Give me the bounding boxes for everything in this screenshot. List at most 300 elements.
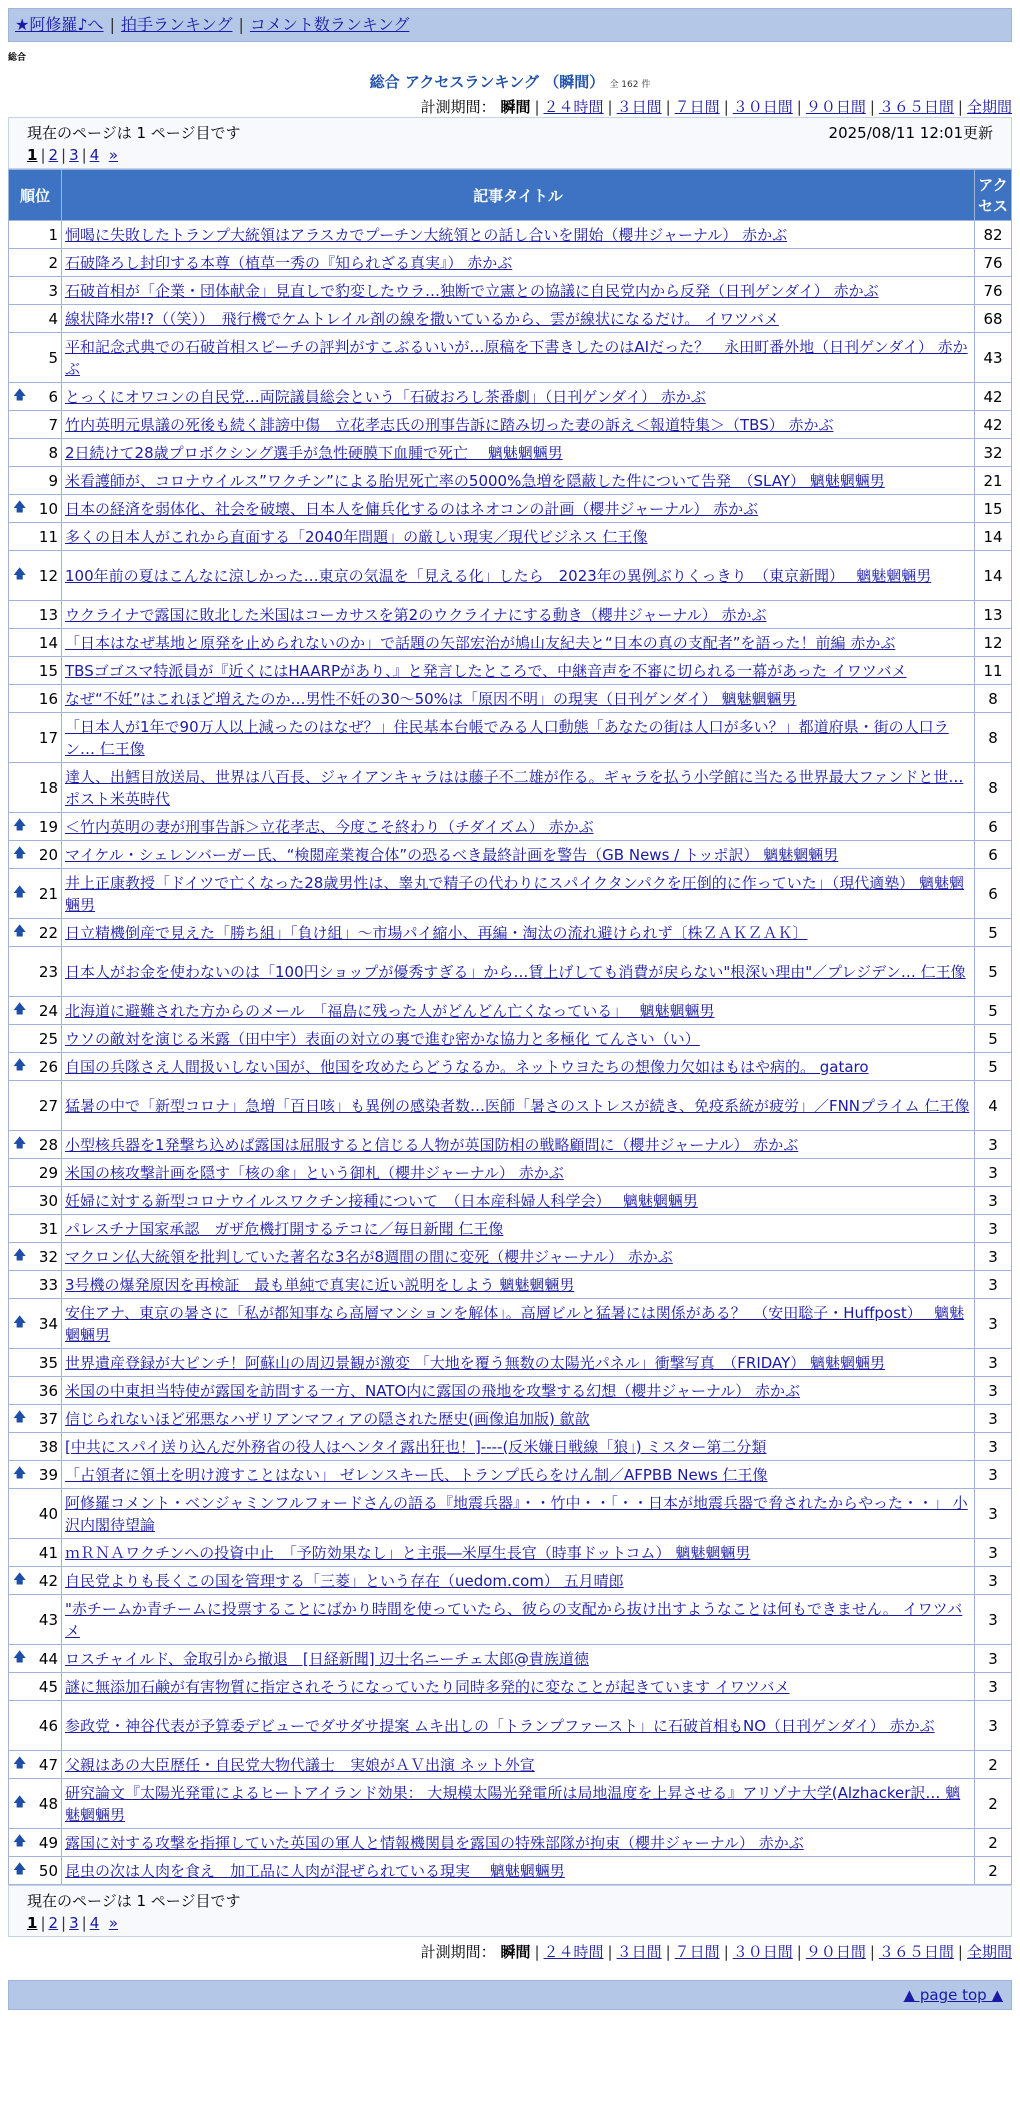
period-link[interactable]: ２４時間 [543,1943,604,1961]
article-link[interactable]: 猛暑の中で「新型コロナ」急増「百日咳」も異例の感染者数…医師「暑さのストレスが続き、免疫系統が疲労」／FNNプライム 仁王像 [65,1096,970,1115]
rank-number: 13 [38,605,58,624]
table-row [9,439,1012,467]
rank-up-arrow-icon: 🡅 [13,1571,27,1587]
rank-number: 32 [38,1247,58,1266]
table-row [9,411,1012,439]
title-cell [62,841,975,869]
access-count: 43 [975,333,1012,383]
rank-cell [9,685,62,713]
rank-number: 35 [38,1353,58,1372]
rank-cell [9,1299,62,1349]
rank-up-arrow-icon: 🡅 [13,1833,27,1849]
period-label: 計測期間： [420,1943,496,1961]
article-link[interactable]: 父親はあの大臣歴任・自民党大物代議士 実娘がＡＶ出演 ネット外宣 [65,1755,535,1774]
pagination: 1 | 2 | 3 | 4 » [27,146,118,164]
table-row [9,1405,1012,1433]
access-count: 21 [975,467,1012,495]
article-link[interactable]: 井上正康教授「ドイツで亡くなった28歳男性は、睾丸で精子の代わりにスパイクタンパクを圧倒的に作っていた」（現代適塾） 魑魅魍魎男 [65,873,964,914]
article-link[interactable]: マイケル・シェレンバーガー氏、“検閲産業複合体”の恐るべき最終計画を警告（GB News / トッポ訳） 魑魅魍魎男 [65,845,839,864]
rank-cell [9,869,62,919]
title-cell [62,551,975,601]
page-link[interactable]: 2 [48,146,59,164]
table-row [9,383,1012,411]
title-cell [62,1673,975,1701]
ranking-table [8,169,1012,1885]
access-count: 3 [975,1159,1012,1187]
table-row [9,1433,1012,1461]
column-header-rank: 順位 [9,170,62,221]
next-page-link[interactable]: » [108,1914,118,1932]
period-link[interactable]: ７日間 [674,98,720,116]
access-count: 8 [975,763,1012,813]
title-cell [62,1461,975,1489]
table-row [9,1025,1012,1053]
title-cell [62,467,975,495]
rank-up-arrow-icon: 🡅 [13,1465,27,1481]
updated-timestamp: 2025/08/11 12:01更新 [828,124,993,142]
article-link[interactable]: 世界遺産登録が大ピンチ！阿蘇山の周辺景観が激変 「大地を覆う無数の太陽光パネル」衝撃写真 （FRIDAY） 魑魅魍魎男 [65,1353,886,1372]
article-link[interactable]: ウクライナで露国に敗北した米国はコーカサスを第2のウクライナにする動き（櫻井ジャーナル） 赤かぶ [65,605,767,624]
page-title: 総合 アクセスランキング （瞬間） [369,73,605,91]
rank-number: 2 [48,253,58,272]
access-count: 15 [975,495,1012,523]
access-count: 13 [975,601,1012,629]
access-count: 6 [975,841,1012,869]
title-cell [62,221,975,249]
period-label: 計測期間： [420,98,496,116]
table-row [9,1779,1012,1829]
article-link[interactable]: ロスチャイルド、金取引から撤退 [日経新聞] 辺士名ニーチェ太郎@貴族道徳 [65,1649,589,1668]
rank-cell [9,1433,62,1461]
access-count: 2 [975,1751,1012,1779]
rank-number: 7 [48,415,58,434]
page-top-link[interactable]: ▲ page top ▲ [903,1986,1003,2004]
rank-cell [9,1567,62,1595]
table-row [9,1131,1012,1159]
rank-cell [9,1751,62,1779]
article-link[interactable]: 信じられないほど邪悪なハザリアンマフィアの隠された歴史(画像追加版) 歙歆 [65,1409,590,1428]
rank-cell [9,495,62,523]
table-row [9,869,1012,919]
rank-number: 9 [48,471,58,490]
period-link[interactable]: ３日間 [616,98,662,116]
article-link[interactable]: 平和記念式典での石破首相スピーチの評判がすこぶるいいが…原稿を下書きしたのはAIだった？ 永田町番外地（日刊ゲンダイ） 赤かぶ [65,337,968,378]
rank-number: 30 [38,1191,58,1210]
access-count: 3 [975,1377,1012,1405]
rank-cell [9,1645,62,1673]
access-count: 3 [975,1187,1012,1215]
table-row [9,629,1012,657]
article-link[interactable]: 3号機の爆発原因を再検証 最も単純で真実に近い説明をしよう 魑魅魍魎男 [65,1275,575,1294]
rank-number: 21 [38,884,58,903]
page-link[interactable]: 4 [89,1914,100,1932]
rank-number: 22 [38,923,58,942]
table-row [9,763,1012,813]
table-row [9,523,1012,551]
pagination: 1 | 2 | 3 | 4 » [27,1914,118,1932]
rank-cell [9,1701,62,1751]
table-row [9,1461,1012,1489]
rank-number: 6 [48,387,58,406]
title-cell [62,1595,975,1645]
rank-cell [9,439,62,467]
rank-up-arrow-icon: 🡅 [13,1247,27,1263]
rank-number: 44 [38,1649,58,1668]
access-count: 76 [975,249,1012,277]
access-count: 5 [975,947,1012,997]
title-cell [62,997,975,1025]
rank-cell [9,467,62,495]
rank-up-arrow-icon: 🡅 [13,923,27,939]
period-link[interactable]: 全期間 [966,98,1012,116]
access-count: 68 [975,305,1012,333]
footer-bar [8,1980,1012,2010]
title-cell [62,1433,975,1461]
rank-number: 3 [48,281,58,300]
period-link[interactable]: 全期間 [966,1943,1012,1961]
article-link[interactable]: 妊婦に対する新型コロナウイルスワクチン接種について （日本産科婦人科学会） 魑魅魍魎男 [65,1191,698,1210]
page-link[interactable]: 4 [89,146,100,164]
rank-cell [9,1215,62,1243]
rank-number: 46 [38,1716,58,1735]
title-cell [62,1053,975,1081]
article-link[interactable]: 「占領者に領土を明け渡すことはない」 ゼレンスキー氏、トランプ氏らをけん制／AFPBB News 仁王像 [65,1465,768,1484]
rank-number: 17 [38,728,58,747]
article-link[interactable]: 小型核兵器を1発撃ち込めば露国は屈服すると信じる人物が英国防相の戦略顧問に（櫻井ジャーナル） 赤かぶ [65,1135,799,1154]
access-count: 6 [975,869,1012,919]
access-count: 3 [975,1567,1012,1595]
table-row [9,1215,1012,1243]
rank-cell [9,333,62,383]
top-nav-bar [8,8,1012,42]
rank-number: 5 [48,348,58,367]
article-link[interactable]: 恫喝に失敗したトランプ大統領はアラスカでプーチン大統領との話し合いを開始（櫻井ジャーナル） 赤かぶ [65,225,788,244]
rank-cell [9,1025,62,1053]
access-count: 5 [975,1053,1012,1081]
rank-number: 1 [48,225,58,244]
rank-number: 43 [38,1610,58,1629]
title-cell [62,657,975,685]
page-link[interactable]: 2 [48,1914,59,1932]
table-row [9,1053,1012,1081]
rank-cell [9,1539,62,1567]
rank-cell [9,383,62,411]
title-cell [62,813,975,841]
access-count: 3 [975,1299,1012,1349]
title-cell [62,1025,975,1053]
table-row [9,495,1012,523]
article-link[interactable]: "赤チームか青チームに投票することにばかり時間を使っていたら、彼らの支配から抜け出すようなことは何もできません。 イワツバメ [65,1599,963,1640]
title-cell [62,383,975,411]
rank-cell [9,277,62,305]
table-row [9,1701,1012,1751]
title-cell [62,919,975,947]
article-link[interactable]: 日立精機倒産で見えた「勝ち組」「負け組」～市場パイ縮小、再編・淘汰の流れ避けられず〔株ＺＡＫＺＡＫ〕 [65,923,808,942]
article-link[interactable]: 安住アナ、東京の暑さに「私が都知事なら高層マンションを解体」。高層ビルと猛暑には関係がある？ （安田聡子・Huffpost） 魑魅魍魎男 [65,1303,965,1344]
title-cell [62,685,975,713]
article-link[interactable]: マクロン仏大統領を批判していた著名な3名が8週間の間に変死（櫻井ジャーナル） 赤かぶ [65,1247,673,1266]
rank-number: 48 [38,1794,58,1813]
access-count: 3 [975,1405,1012,1433]
table-row [9,685,1012,713]
rank-number: 19 [38,817,58,836]
period-selector-bottom: 計測期間： 瞬間 | ２４時間 | ３日間 | ７日間 | ３０日間 | ９０日間 | ３６５日間 | 全期間 [420,1943,1012,1961]
article-link[interactable]: なぜ“不妊”はこれほど増えたのか…男性不妊の30～50%は「原因不明」の現実（日刊ゲンダイ） 魑魅魍魎男 [65,689,797,708]
table-row [9,1489,1012,1539]
period-link[interactable]: ３０日間 [732,98,793,116]
rank-number: 28 [38,1135,58,1154]
article-link[interactable]: 石破首相が「企業・団体献金」見直しで豹変したウラ…独断で立憲との協議に自民党内から反発（日刊ゲンダイ） 赤かぶ [65,281,879,300]
page-status: 現在のページは 1 ページ目です [27,1892,241,1910]
rank-up-arrow-icon: 🡅 [13,1057,27,1073]
table-row [9,1159,1012,1187]
page-link-current[interactable]: 1 [27,146,38,164]
table-row [9,919,1012,947]
article-link[interactable]: 露国に対する攻撃を指揮していた英国の軍人と情報機関員を露国の特殊部隊が拘束（櫻井ジャーナル） 赤かぶ [65,1833,804,1852]
access-count: 3 [975,1433,1012,1461]
article-link[interactable]: 竹内英明元県議の死後も続く誹謗中傷 立花孝志氏の刑事告訴に踏み切った妻の訴え＜報道特集＞（TBS） 赤かぶ [65,415,834,434]
title-cell [62,411,975,439]
article-link[interactable]: 昆虫の次は人肉を食え 加工品に人肉が混ぜられている現実 魑魅魍魎男 [65,1861,565,1880]
rank-up-arrow-icon: 🡅 [13,1755,27,1771]
article-link[interactable]: 多くの日本人がこれから直面する「2040年問題」の厳しい現実／現代ビジネス 仁王像 [65,527,648,546]
title-cell [62,1159,975,1187]
access-count: 3 [975,1489,1012,1539]
access-count: 3 [975,1215,1012,1243]
access-count: 8 [975,685,1012,713]
category-label: 総合 [8,53,27,63]
applause-ranking-link[interactable]: 拍手ランキング [120,15,233,34]
article-link[interactable]: 自国の兵隊さえ人間扱いしない国が、他国を攻めたらどうなるか。ネットウヨたちの想像力欠如はもはや病的。 gataro [65,1057,869,1076]
table-row [9,1377,1012,1405]
title-cell [62,601,975,629]
article-link[interactable]: パレスチナ国家承認 ガザ危機打開するテコに／毎日新聞 仁王像 [65,1219,504,1238]
rank-up-arrow-icon: 🡅 [13,566,27,582]
access-count: 2 [975,1857,1012,1885]
separator: | [238,15,244,34]
table-row [9,813,1012,841]
access-count: 5 [975,997,1012,1025]
rank-number: 31 [38,1219,58,1238]
article-link[interactable]: とっくにオワコンの自民党…両院議員総会という「石破おろし茶番劇」（日刊ゲンダイ） 赤かぶ [65,387,706,406]
article-link[interactable]: 謎に無添加石鹸が有害物質に指定されそうになっていたり同時多発的に変なことが起きています イワツバメ [65,1677,790,1696]
rank-cell [9,947,62,997]
table-row [9,1539,1012,1567]
page-heading [8,71,1012,92]
rank-cell [9,601,62,629]
article-link[interactable]: 阿修羅コメント・ベンジャミンフルフォードさんの語る『地震兵器』・・竹中・・「・・日本が地震兵器で脅されたからやった・・」 小沢内閣待望論 [65,1493,968,1534]
period-link[interactable]: ２４時間 [543,98,604,116]
article-link[interactable]: 米看護師が、コロナウイルス”ワクチン”による胎児死亡率の5000%急増を隠蔽した件について告発 （SLAY） 魑魅魍魎男 [65,471,885,490]
table-row [9,1751,1012,1779]
article-link[interactable]: ウソの敵対を演じる米露（田中宇）表面の対立の裏で進む密かな協力と多極化 てんさい（い） [65,1029,700,1048]
access-count: 12 [975,629,1012,657]
title-cell [62,249,975,277]
article-link[interactable]: 北海道に避難された方からのメール 「福島に残った人がどんどん亡くなっている」 魑魅魍魎男 [65,1001,715,1020]
comment-ranking-link[interactable]: コメント数ランキング [249,15,410,34]
rank-number: 11 [38,527,58,546]
rank-cell [9,249,62,277]
article-link[interactable]: ｍＲＮＡワクチンへの投資中止 「予防効果なし」と主張―米厚生長官（時事ドットコム） 魑魅魍魎男 [65,1543,751,1562]
rank-number: 15 [38,661,58,680]
title-cell [62,1187,975,1215]
access-count: 2 [975,1829,1012,1857]
title-cell [62,1299,975,1349]
table-row [9,1349,1012,1377]
rank-number: 33 [38,1275,58,1294]
title-cell [62,763,975,813]
table-row [9,1645,1012,1673]
table-row [9,1271,1012,1299]
article-link[interactable]: ＜竹内英明の妻が刑事告訴＞立花孝志、今度こそ終わり（チダイズム） 赤かぶ [65,817,594,836]
period-link[interactable]: ３６５日間 [878,1943,954,1961]
rank-number: 38 [38,1437,58,1456]
access-count: 3 [975,1131,1012,1159]
rank-cell [9,551,62,601]
access-count: 5 [975,919,1012,947]
table-row [9,333,1012,383]
rank-cell [9,1187,62,1215]
article-link[interactable]: 石破降ろし封印する本尊（植草一秀の『知られざる真実』） 赤かぶ [65,253,513,272]
rank-cell [9,1131,62,1159]
access-count: 82 [975,221,1012,249]
title-cell [62,333,975,383]
period-link[interactable]: ３６５日間 [878,98,954,116]
table-row [9,657,1012,685]
article-link[interactable]: 研究論文『太陽光発電によるヒートアイランド効果： 大規模太陽光発電所は局地温度を上昇させる』アリゾナ大学(Alzhacker訳… 魑魅魍魎男 [65,1783,961,1824]
separator: | [109,15,115,34]
rank-cell [9,221,62,249]
access-count: 8 [975,713,1012,763]
table-row [9,841,1012,869]
rank-cell [9,1595,62,1645]
period-link[interactable]: ３日間 [616,1943,662,1961]
rank-cell [9,919,62,947]
access-count: 3 [975,1673,1012,1701]
rank-cell [9,1857,62,1885]
access-count: 3 [975,1595,1012,1645]
article-link[interactable]: 達人、出鱈目放送局、世界は八百長、ジャイアンキャラはは藤子不二雄が作る。ギャラを払う小学館に当たる世界最大ファンドと世… ポスト米英時代 [65,767,964,808]
next-page-link[interactable]: » [108,146,118,164]
rank-number: 36 [38,1381,58,1400]
article-link[interactable]: [中共にスパイ送り込んだ外務省の役人はヘンタイ露出狂也！]----(反米嫌日戦線「狼」) ミスター第二分類 [65,1437,767,1456]
access-count: 3 [975,1461,1012,1489]
article-link[interactable]: 線状降水帯!?（（笑）） 飛行機でケムトレイル剤の線を撒いているから、雲が線状になるだけ。 イワツバメ [65,309,779,328]
title-cell [62,305,975,333]
title-cell [62,1377,975,1405]
rank-number: 4 [48,309,58,328]
column-header-access: アクセス [975,170,1012,221]
title-cell [62,1243,975,1271]
rank-number: 42 [38,1571,58,1590]
rank-up-arrow-icon: 🡅 [13,817,27,833]
rank-number: 40 [38,1504,58,1523]
access-count: 42 [975,383,1012,411]
access-count: 3 [975,1701,1012,1751]
title-cell [62,1829,975,1857]
access-count: 4 [975,1081,1012,1131]
article-link[interactable]: 米国の中東担当特使が露国を訪問する一方、NATO内に露国の飛地を攻撃する幻想（櫻井ジャーナル） 赤かぶ [65,1381,801,1400]
table-row [9,305,1012,333]
article-link[interactable]: 「日本はなぜ基地と原発を止められないのか」で話題の矢部宏治が鳩山友紀夫と“日本の真の支配者”を語った！前編 赤かぶ [65,633,896,652]
article-link[interactable]: 2日続けて28歳プロボクシング選手が急性硬膜下血腫で死亡 魑魅魍魎男 [65,443,563,462]
title-cell [62,1779,975,1829]
table-row [9,221,1012,249]
rank-number: 50 [38,1861,58,1880]
title-cell [62,523,975,551]
table-row [9,1857,1012,1885]
rank-cell [9,1489,62,1539]
title-cell [62,629,975,657]
table-row [9,947,1012,997]
rank-number: 18 [38,778,58,797]
article-link[interactable]: 100年前の夏はこんなに涼しかった…東京の気温を「見える化」したら 2023年の異例ぶりくっきり （東京新聞） 魑魅魍魎男 [65,566,932,585]
item-count: 全 162 件 [609,80,651,90]
access-count: 3 [975,1271,1012,1299]
title-cell [62,1567,975,1595]
access-count: 6 [975,813,1012,841]
page-link-current[interactable]: 1 [27,1914,38,1932]
rank-up-arrow-icon: 🡅 [13,1409,27,1425]
table-row [9,277,1012,305]
article-link[interactable]: 参政党・神谷代表が予算委デビューでダサダサ提案 ムキ出しの「トランプファースト」に石破首相もNO（日刊ゲンダイ） 赤かぶ [65,1716,935,1735]
table-row [9,1187,1012,1215]
page-link[interactable]: 3 [69,146,79,164]
title-cell [62,1751,975,1779]
rank-up-arrow-icon: 🡅 [13,1861,27,1877]
rank-cell [9,841,62,869]
access-count: 3 [975,1539,1012,1567]
rank-cell [9,1673,62,1701]
table-row [9,601,1012,629]
period-link[interactable]: ３０日間 [732,1943,793,1961]
title-cell [62,1645,975,1673]
title-cell [62,1349,975,1377]
period-link[interactable]: ７日間 [674,1943,720,1961]
period-link[interactable]: ９０日間 [805,98,866,116]
home-link[interactable]: ★阿修羅♪へ [15,15,104,34]
article-link[interactable]: 「日本人が1年で90万人以上減ったのはなぜ？」住民基本台帳でみる人口動態「あなたの街は人口が多い？」都道府県・街の人口ラン… 仁王像 [65,717,949,758]
rank-cell [9,997,62,1025]
table-row [9,1673,1012,1701]
access-count: 11 [975,657,1012,685]
rank-cell [9,763,62,813]
title-cell [62,1405,975,1433]
article-link[interactable]: 日本人がお金を使わないのは「100円ショップが優秀すぎる」から…賃上げしても消費が戻らない"根深い理由"／プレジデン… 仁王像 [65,962,966,981]
article-link[interactable]: 米国の核攻撃計画を隠す「核の傘」という御札（櫻井ジャーナル） 赤かぶ [65,1163,564,1182]
page-link[interactable]: 3 [69,1914,79,1932]
rank-cell [9,1271,62,1299]
article-link[interactable]: 自民党よりも長くこの国を管理する「三菱」という存在（uedom.com） 五月晴郎 [65,1571,624,1590]
article-link[interactable]: TBSゴゴスマ特派員が『近くにはHAARPがあり、』と発言したところで、中継音声を不審に切られる一幕があった イワツバメ [65,661,907,680]
title-cell [62,277,975,305]
rank-cell [9,1405,62,1433]
period-link[interactable]: ９０日間 [805,1943,866,1961]
rank-cell [9,1159,62,1187]
pager-top [8,117,1012,169]
rank-number: 20 [38,845,58,864]
access-count: 14 [975,551,1012,601]
rank-cell [9,1349,62,1377]
access-count: 2 [975,1779,1012,1829]
rank-number: 45 [38,1677,58,1696]
page-status: 現在のページは 1 ページ目です [27,124,241,142]
article-link[interactable]: 日本の経済を弱体化、社会を破壊、日本人を傭兵化するのはネオコンの計画（櫻井ジャーナル） 赤かぶ [65,499,759,518]
access-count: 14 [975,523,1012,551]
table-row [9,997,1012,1025]
access-count: 3 [975,1349,1012,1377]
title-cell [62,1271,975,1299]
